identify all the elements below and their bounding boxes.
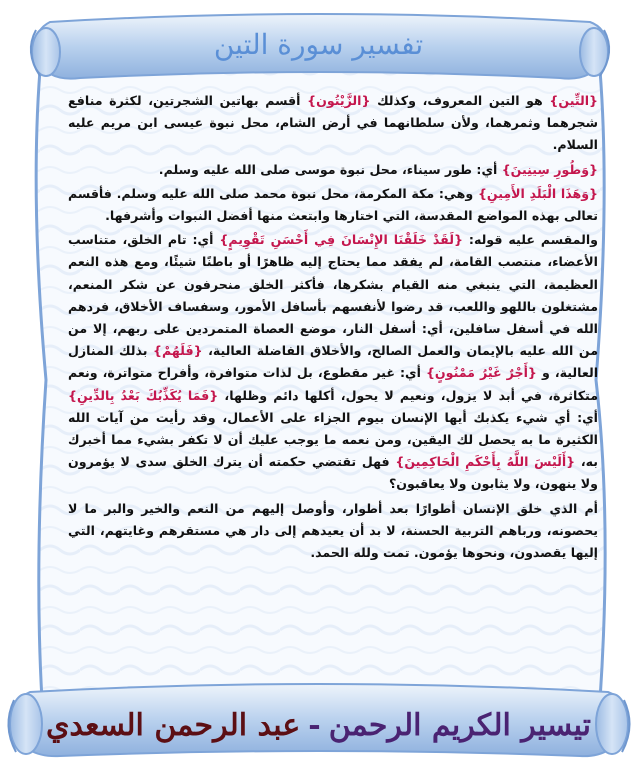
commentary-text: أم الذي خلق الإنسان أطوارًا بعد أطوار، وأوصل إليهم من النعم والخير والبر ما لا يحصونه، ورباهم التربية الحسنة، لا بد أن يعيدهم إلى دار هي مستقرهم وغايتهم، التي إليها يقصدون، ونحوها يؤمون. تمت ولله الحمد.: [68, 500, 598, 561]
commentary-text: والمقسم عليه قوله:: [462, 232, 598, 248]
commentary-text: وهي: مكة المكرمة، محل نبوة محمد صلى الله عليه وسلم. فأقسم تعالى بهذه المواضع المقدسة، التي اختارها وابتعث منها أفضل النبوات وأشرفها.: [68, 185, 598, 224]
footer-attribution: [0, 700, 637, 752]
tafsir-text: [68, 90, 598, 566]
commentary-text: أي: أي شيء يكذبك أيها الإنسان بيوم الجزاء على الأعمال، وقد رأيت من آيات الله الكثيرة ما به يحصل لك اليقين، ومن نعمه ما يوجب عليك أن لا تكفر بشيء مما أخبرك به،: [68, 409, 598, 470]
ayah-quote: {الزَّيْتُون}: [307, 93, 371, 108]
commentary-text: أي: تام الخلق، متناسب الأعضاء، منتصب القامة، لم يفقد مما يحتاج إليه ظاهرًا أو باطنًا شيئًا، ومع هذه النعم العظيمة، التي ينبغي منه القيام بشكرها، فأكثر الخلق منحرفون عن شكر المنعم، مشتغلون باللهو واللعب، قد رضوا لأنفسهم بأسافل الأمور، وسفساف الأخلاق، فردهم الله في أسفل سافلين، أي: أسفل النار، موضع العصاة المتمردين على ربهم، إلا من من الله عليه بالإيمان والعمل الصالح، والأخلاق الفاضلة العالية،: [68, 232, 598, 359]
author-name: عبد الرحمن السعدي: [45, 708, 301, 743]
footer-separator: -: [308, 708, 321, 743]
paragraph-conclusion: [68, 498, 598, 565]
ayah-quote: {أَلَيْسَ اللَّهُ بِأَحْكَمِ الْحَاكِمِينَ}: [395, 454, 576, 470]
paragraph-tin: [68, 90, 598, 157]
commentary-text: هو التين المعروف، وكذلك: [370, 93, 550, 108]
book-title: تيسير الكريم الرحمن: [328, 708, 592, 743]
ayah-quote: {لَقَدْ خَلَقْنَا الإِنْسَانَ فِي أَحْسَنِ تَقْوِيمٍ}: [219, 232, 463, 248]
commentary-text: أقسم بهاتين الشجرتين، لكثرة منافع شجرهما وثمرهما، ولأن سلطانهما في أرض الشام، محل نبوة عيسى ابن مريم عليه السلام.: [68, 93, 598, 153]
commentary-text: أي: غير مقطوع، بل لذات متوافرة، وأفراح متواترة، ونعم متكاثرة، في أبد لا يزول، ونعيم لا يحول، أكلها دائم وظلها،: [68, 365, 598, 403]
ayah-quote: {وَهَذَا الْبَلَدِ الأَمِينِ}: [477, 185, 598, 201]
commentary-text: فهل تقتضي حكمته أن يترك الخلق سدى لا يؤمرون ولا ينهون، ولا يثابون ولا يعاقبون؟: [68, 454, 598, 492]
paragraph-tur: [68, 159, 598, 181]
ayah-quote: {وَطُورِ سِينِينَ}: [501, 161, 598, 177]
commentary-text: بذلك المنازل العالية، و: [68, 343, 599, 381]
ayah-quote: {التِّين}: [549, 93, 599, 108]
ayah-quote: {أَجْرٌ غَيْرُ مَمْنُونٍ}: [425, 365, 537, 381]
ayah-quote: {فَلَهُمْ}: [153, 343, 203, 359]
paragraph-balad: [68, 183, 598, 227]
ayah-quote: {فَمَا يُكَذِّبُكَ بَعْدُ بِالدِّينِ}: [68, 387, 219, 403]
commentary-text: أي: طور سيناء، محل نبوة موسى صلى الله عليه وسلم.: [158, 161, 502, 177]
page-title: تفسير سورة التين: [213, 28, 424, 61]
paragraph-insan: [68, 229, 598, 495]
